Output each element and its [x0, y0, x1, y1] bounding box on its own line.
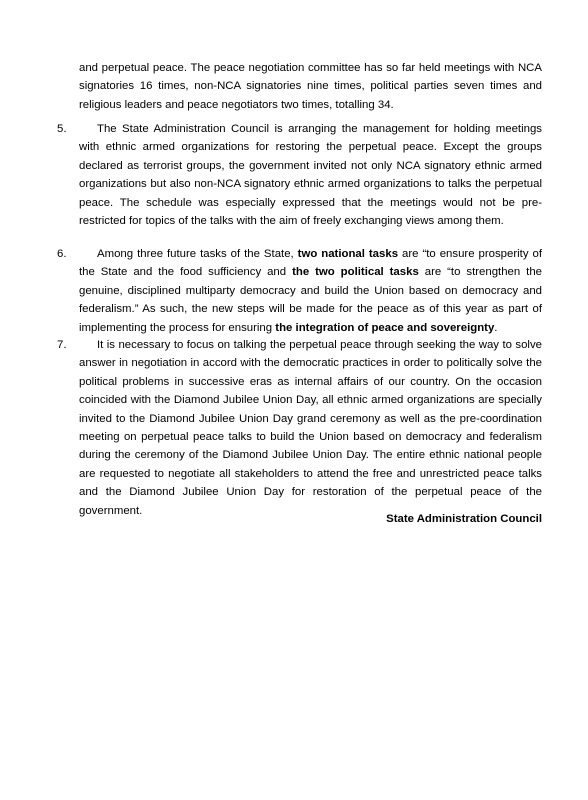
list-item-7 — [57, 336, 542, 520]
item-number: 7. — [57, 339, 67, 351]
list-item-6 — [57, 245, 542, 337]
item-number: 6. — [57, 248, 67, 260]
bold-text: the integration of peace and sovereignty — [275, 321, 495, 334]
bold-text: the two political tasks — [292, 266, 419, 279]
item-text: It is necessary to focus on talking the perpetual peace through seeking the way to solve answer in negotiation in accord with the democratic practices in order to politically solve the political problems in successive eras as internal affairs of our country. On the occasion coincided with the Diamond Jubilee Union Day, all ethnic armed organizations are specially invited to the Diamond Jubilee Union Day grand ceremony as well as the pre-coordination meeting on perpetual peace talks to build the Union based on democracy and federalism during the ceremony of the Diamond Jubilee Union Day. The entire ethnic national people are requested to negotiate all stakeholders to attend the free and unrestricted peace talks and the Diamond Jubilee Union Day for restoration of the perpetual peace of the government. — [79, 339, 542, 517]
item-text — [79, 245, 542, 337]
signature: State Administration Council — [386, 513, 542, 525]
item-number: 5. — [57, 123, 67, 135]
text-run: Among three future tasks of the State, — [97, 248, 298, 260]
item-text: The State Administration Council is arranging the management for holding meetings with ethnic armed organizations for restoring the perpetual peace. Except the groups declared as terrorist groups, the government invited not only NCA signatory ethnic armed organizations but also non-NCA signatory ethnic armed organizations to talks the perpetual peace. The schedule was especially expressed that the meetings would not be pre-restricted for topics of the talks with the aim of freely exchanging views among them. — [79, 123, 542, 228]
lead-paragraph: and perpetual peace. The peace negotiation committee has so far held meetings with NCA signatories 16 times, non-NCA signatories nine times, political parties seven times and religious leaders and peace negotiators two times, totalling 34. — [79, 62, 542, 111]
text-run: are “to strengthen the genuine, disciplined multiparty democracy and build the Union based on democracy and federalism.” As such, the new steps will be made for the peace as of this year as part of implementing the process for ensuring — [79, 266, 542, 334]
text-run: are “to ensure prosperity of the State and the food sufficiency and — [79, 248, 542, 279]
list-item-5 — [57, 120, 542, 230]
text-run: . — [494, 321, 498, 334]
bold-text: two national tasks — [297, 248, 399, 260]
